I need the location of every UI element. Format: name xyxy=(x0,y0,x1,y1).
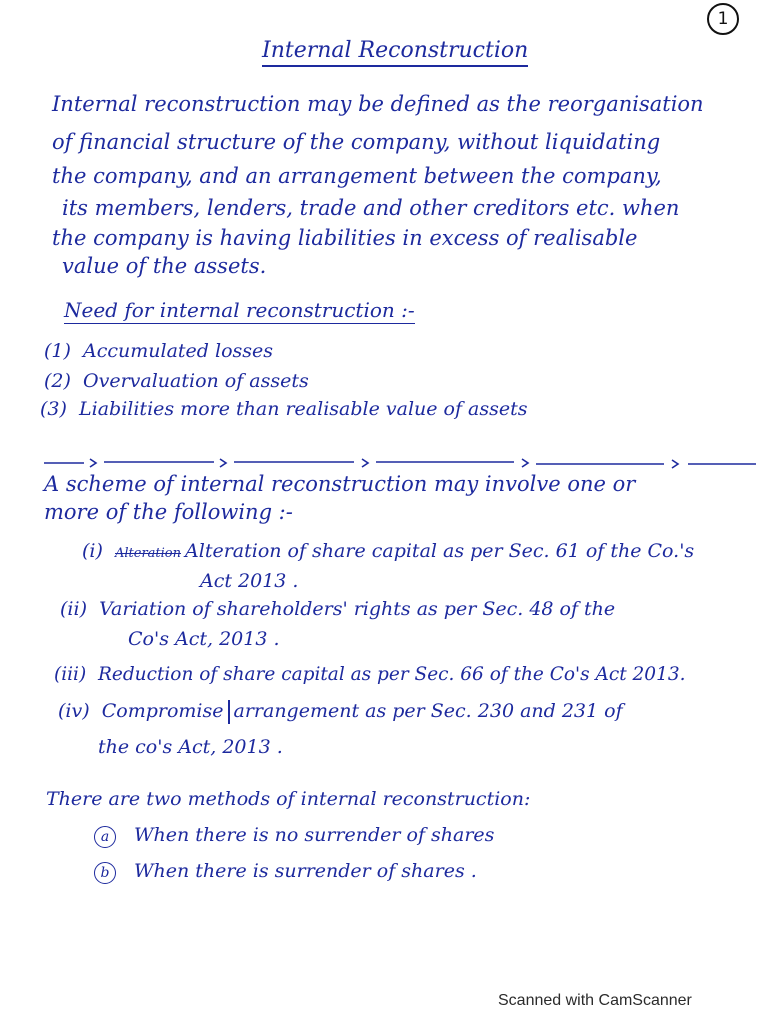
need-item-text: Overvaluation of assets xyxy=(83,370,309,392)
need-item-marker: (1) xyxy=(44,340,71,362)
need-item-text: Accumulated losses xyxy=(83,340,274,362)
definition-line: its members, lenders, trade and other creditors etc. when xyxy=(62,196,680,220)
scheme-item xyxy=(54,664,686,685)
scheme-intro-line: more of the following :- xyxy=(44,500,293,524)
need-item xyxy=(40,398,528,420)
scheme-item-marker: (iii) xyxy=(54,664,87,685)
method-item-text: When there is no surrender of shares xyxy=(134,824,495,846)
scheme-intro-line: A scheme of internal reconstruction may involve one or xyxy=(44,472,636,496)
need-item xyxy=(44,340,273,362)
need-heading xyxy=(64,298,415,322)
page-number: 1 xyxy=(707,3,739,35)
need-item-marker: (3) xyxy=(40,398,67,420)
scheme-item-text-a: Compromise xyxy=(101,700,224,722)
definition-line: of financial structure of the company, without liquidating xyxy=(52,130,661,154)
scheme-item xyxy=(82,540,694,562)
scheme-item-marker: (iv) xyxy=(58,700,90,722)
need-item-text: Liabilities more than realisable value of assets xyxy=(79,398,528,420)
scheme-item-text: Alteration of share capital as per Sec. 61 of the Co.'s xyxy=(185,540,695,562)
method-item xyxy=(94,824,494,848)
need-item xyxy=(44,370,309,392)
scheme-item-text-b: arrangement as per Sec. 230 and 231 of xyxy=(233,700,623,722)
scheme-item-marker: (ii) xyxy=(60,598,87,620)
scheme-item-continuation: the co's Act, 2013 . xyxy=(98,736,283,758)
definition-line: the company is having liabilities in excess of realisable xyxy=(52,226,638,250)
methods-intro: There are two methods of internal reconstruction: xyxy=(46,788,531,810)
scheme-item xyxy=(58,700,623,724)
definition-line: value of the assets. xyxy=(62,254,267,278)
page-title: Internal Reconstruction xyxy=(262,38,528,67)
definition-line: the company, and an arrangement between the company, xyxy=(52,164,662,188)
method-marker-a: a xyxy=(94,826,116,848)
scheme-item-continuation: Co's Act, 2013 . xyxy=(128,628,280,650)
scheme-item-text: Variation of shareholders' rights as per Sec. 48 of the xyxy=(99,598,616,620)
need-item-marker: (2) xyxy=(44,370,71,392)
method-item xyxy=(94,860,477,884)
method-item-text: When there is surrender of shares . xyxy=(134,860,477,882)
struck-word: Alteration xyxy=(115,546,182,561)
need-heading-text: Need for internal reconstruction :- xyxy=(64,298,415,322)
method-marker-b: b xyxy=(94,862,116,884)
slash-divider xyxy=(228,700,230,724)
scheme-item-continuation: Act 2013 . xyxy=(200,570,299,592)
definition-line: Internal reconstruction may be defined as the reorganisation xyxy=(52,92,704,116)
cut-line-separator xyxy=(44,456,756,470)
scheme-item xyxy=(60,598,615,620)
scheme-item-text: Reduction of share capital as per Sec. 66 of the Co's Act 2013. xyxy=(97,664,686,685)
scanner-watermark: Scanned with CamScanner xyxy=(498,992,692,1009)
scheme-item-marker: (i) xyxy=(82,540,103,562)
